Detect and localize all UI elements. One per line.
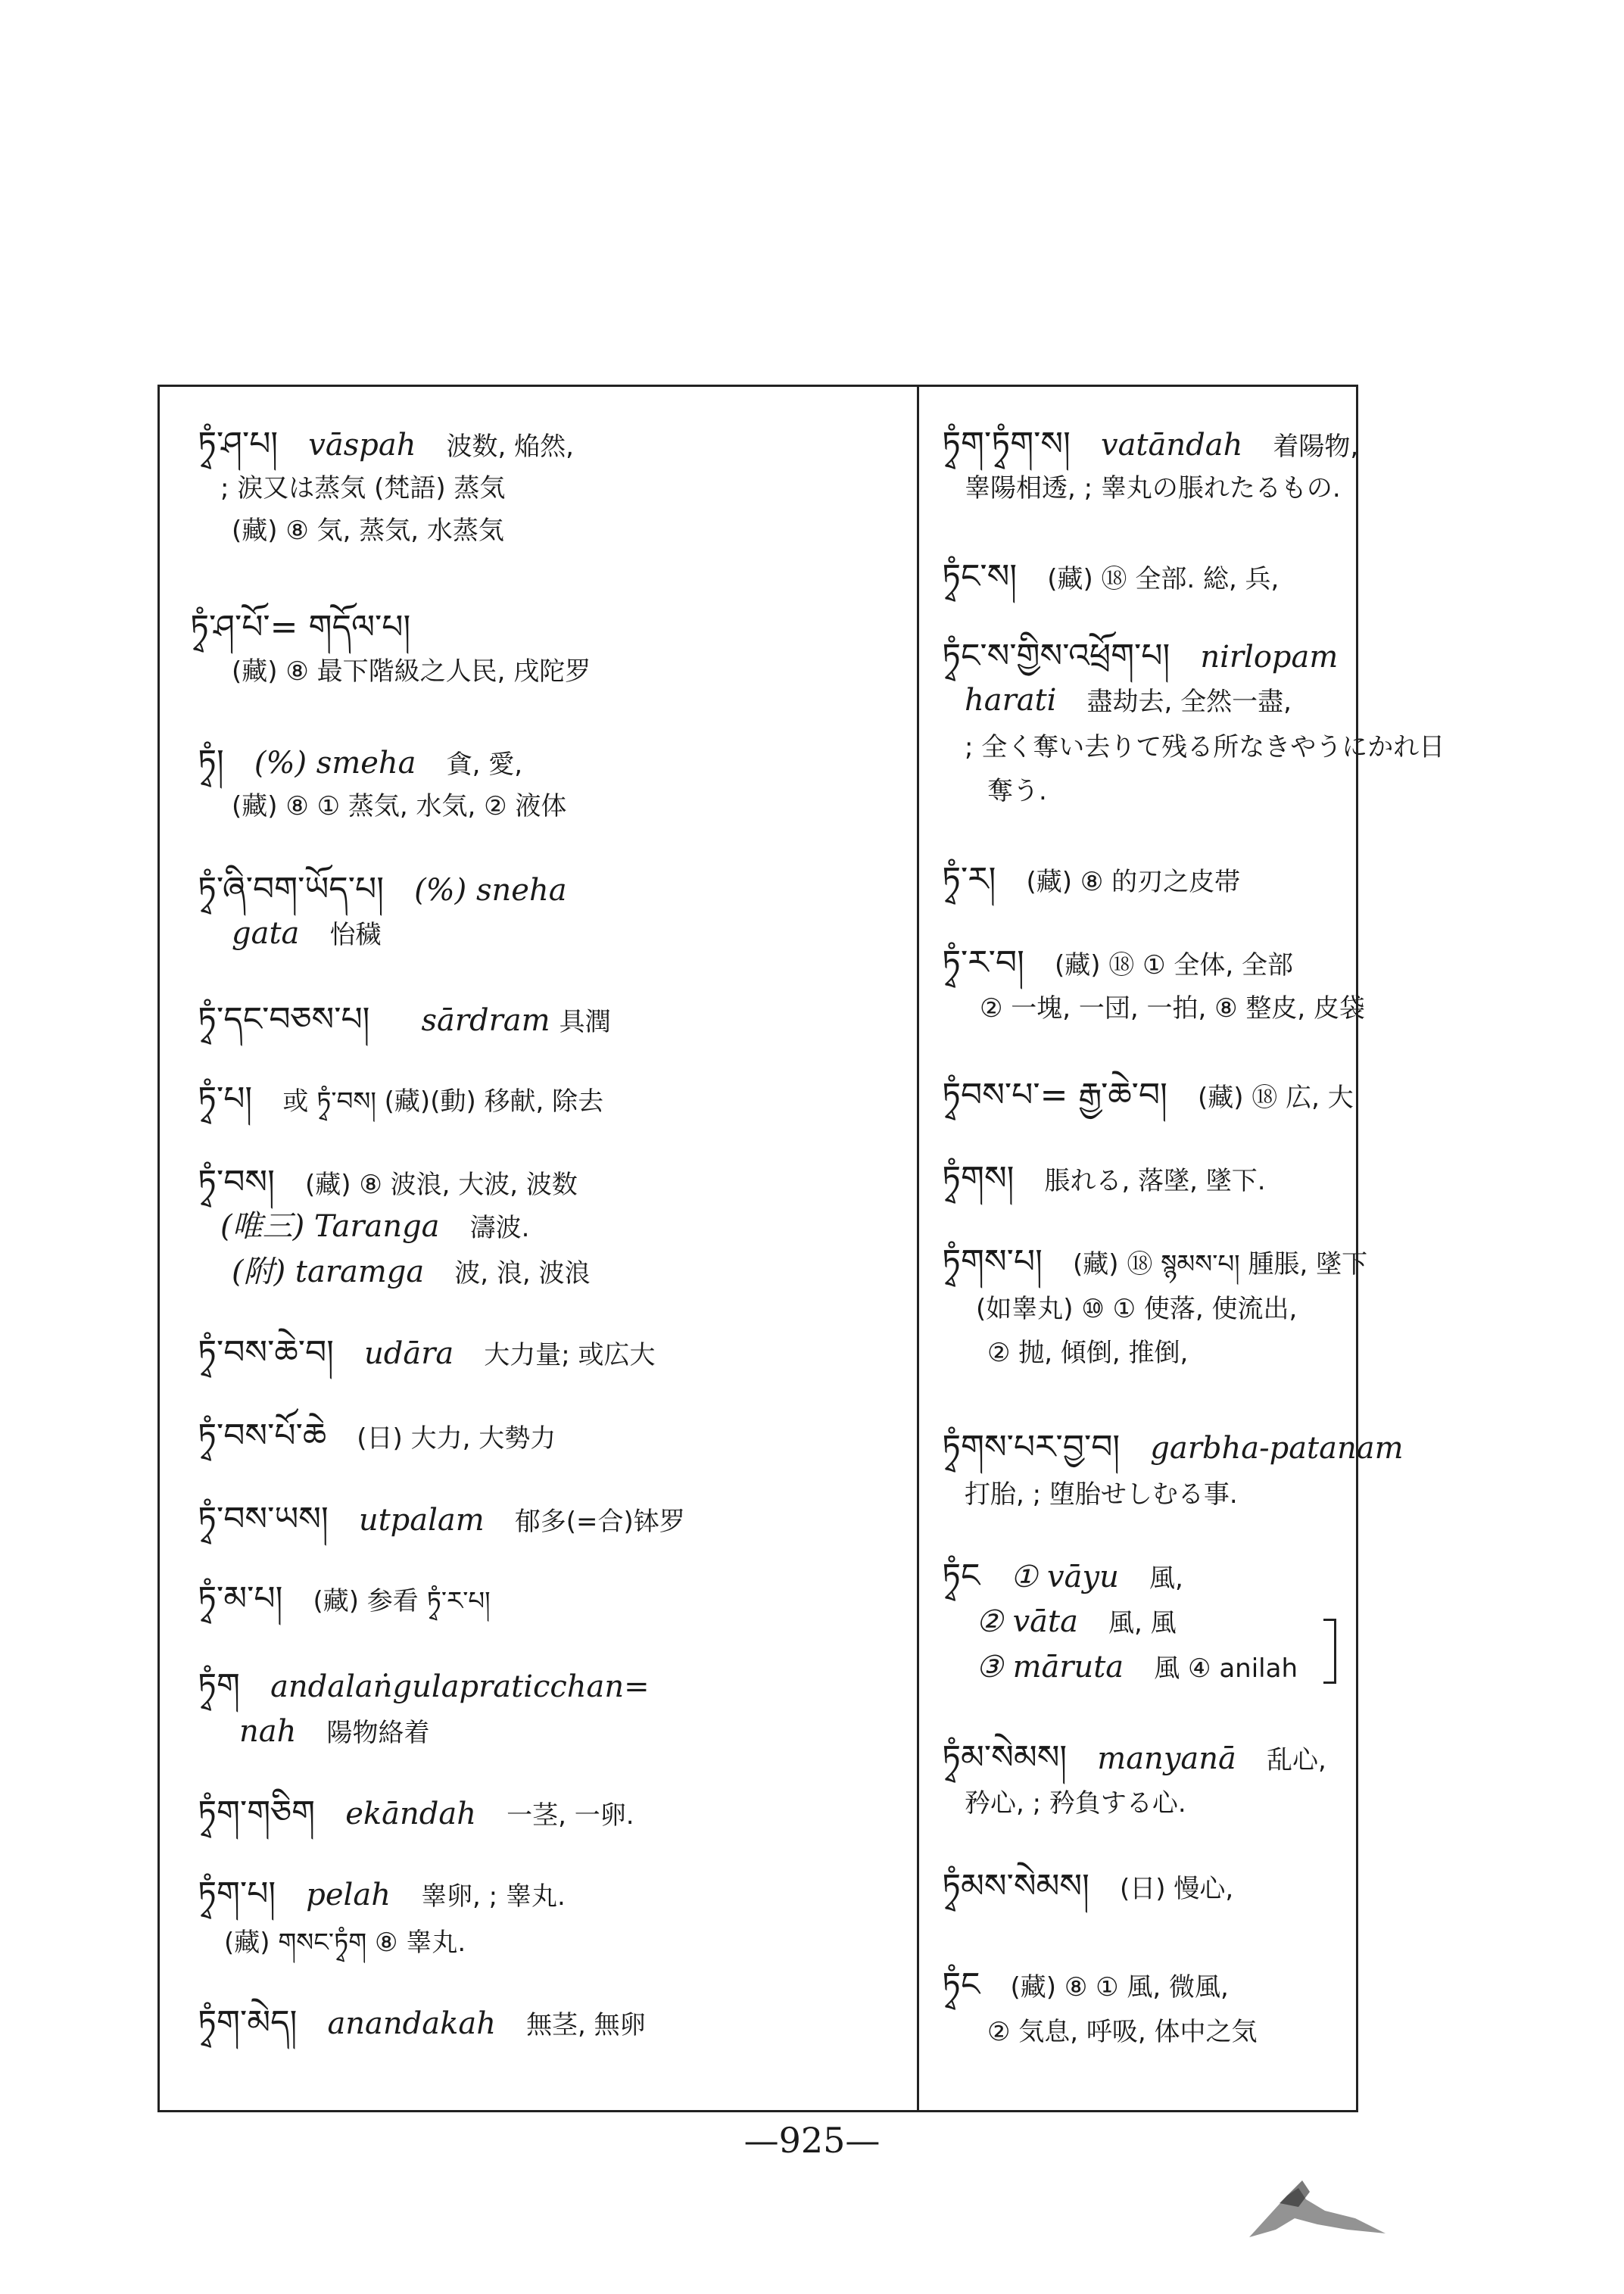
sanskrit-romanization: utpalam — [358, 1503, 485, 1538]
tibetan-headword: ཏྭཾགས། — [942, 1159, 1015, 1198]
entry-line — [198, 2003, 646, 2045]
japanese-gloss: 郁多(=合)钵罗 — [514, 1507, 685, 1537]
japanese-gloss: 無茎, 無卵 — [526, 2010, 646, 2040]
entry-line — [198, 1163, 578, 1205]
japanese-gloss: 奪う. — [987, 776, 1047, 806]
entry-line — [198, 1666, 650, 1706]
entry-line — [965, 467, 1341, 508]
japanese-gloss: 或 ཏྭཾ་བས། (藏)(動) 移献, 除去 — [282, 1086, 604, 1117]
entry-line — [190, 608, 410, 648]
japanese-gloss: (日) 慢心, — [1119, 1874, 1234, 1904]
entry-line — [965, 1473, 1238, 1514]
left-column — [160, 387, 917, 2110]
tibetan-headword: ཏྭཾག་པ། — [198, 1875, 276, 1913]
entry-line — [198, 1579, 491, 1621]
sanskrit-romanization: vāspah — [308, 428, 416, 463]
tibetan-headword: ཏྭཾང་ས། — [942, 557, 1018, 596]
sanskrit-romanization: (附) taramga — [232, 1255, 425, 1289]
japanese-gloss: (藏) ⑱ སྙམས་པ། 腫脹, 墜下 — [1072, 1249, 1368, 1279]
entry-line — [965, 681, 1292, 722]
japanese-gloss: ; 全く奪い去りて残る所なきやうにかれ日 — [965, 732, 1445, 762]
japanese-gloss: 打胎, ; 堕胎せしむる事. — [965, 1479, 1238, 1510]
entry-line — [942, 1076, 1354, 1117]
tibetan-headword: ཏྭཾ་ར་བ། — [942, 943, 1024, 982]
sanskrit-romanization: anandakah — [327, 2006, 496, 2041]
entry-line — [976, 1602, 1177, 1643]
entry-line — [198, 1500, 685, 1541]
entry-line — [198, 1794, 634, 1835]
entry-line — [198, 743, 522, 784]
tibetan-headword: ཏྭཾམ་སེམས། — [942, 1738, 1068, 1777]
entry-line — [224, 1922, 466, 1962]
tibetan-headword: ཏྭཾགས་པ། — [942, 1242, 1043, 1281]
japanese-gloss: 乱心, — [1266, 1745, 1326, 1775]
dictionary-frame — [157, 385, 1445, 2112]
japanese-gloss: ② 抛, 傾倒, 推倒, — [987, 1338, 1189, 1368]
sanskrit-romanization: udāra — [364, 1336, 454, 1371]
japanese-gloss: 波数, 焔然, — [446, 432, 574, 462]
tibetan-headword: ཏྭཾང་ས་གྱིས་འཕྲོག་པ། — [942, 637, 1170, 675]
sanskrit-romanization: nirlopam — [1200, 640, 1339, 675]
japanese-gloss: (藏) ⑧ 気, 蒸気, 水蒸気 — [232, 516, 504, 546]
entry-line — [942, 1557, 1183, 1598]
sanskrit-romanization: andalaṅgulapraticchan= — [270, 1669, 650, 1704]
entry-line — [232, 914, 381, 955]
japanese-gloss: 大力量; 或広大 — [484, 1340, 656, 1370]
japanese-gloss: 脹れる, 落墜, 墜下. — [1044, 1166, 1266, 1196]
entry-line — [232, 650, 591, 691]
tibetan-headword: ཏྭཾང — [942, 1557, 980, 1595]
japanese-gloss: 風 ④ anilah — [1154, 1653, 1298, 1684]
entry-line — [220, 467, 505, 508]
tibetan-headword: ཏྭཾག་གཅིག — [198, 1794, 316, 1832]
entry-line — [198, 1080, 603, 1121]
tibetan-headword: ཏྭཾ་ཤ་པ། — [198, 425, 279, 463]
entry-line — [198, 870, 567, 910]
japanese-gloss: (藏) ⑧ 波浪, 大波, 波数 — [305, 1170, 578, 1200]
sanskrit-romanization: garbha-patanam — [1150, 1431, 1404, 1466]
japanese-gloss: 貪, 愛, — [446, 750, 523, 780]
entry-line — [942, 1159, 1266, 1201]
entry-line — [220, 1207, 529, 1248]
entry-line — [976, 1288, 1297, 1329]
japanese-gloss: (藏) ⑱ 全部. 総, 兵, — [1047, 564, 1280, 594]
japanese-gloss: ; 涙又は蒸気 (梵語) 蒸気 — [220, 473, 506, 503]
sanskrit-romanization: vatāndah — [1100, 428, 1243, 463]
entry-line — [987, 1332, 1188, 1373]
scan-artifact-mark — [1234, 2165, 1401, 2249]
entry-line — [987, 2011, 1258, 2052]
japanese-gloss: 睾卵, ; 睾丸. — [421, 1881, 566, 1912]
vayu-synonym-bracket — [1323, 1619, 1336, 1684]
entry-line — [198, 425, 574, 466]
entry-line — [942, 860, 1240, 902]
japanese-gloss: (藏) གསང་ཏྭཾག ⑧ 睾丸. — [224, 1928, 466, 1958]
tibetan-headword: ཏྭཾ་མ་པ། — [198, 1579, 283, 1618]
page-number: —925— — [743, 2120, 881, 2161]
tibetan-headword: ཏྭཾ་བས་ཆེ་བ། — [198, 1333, 334, 1372]
tibetan-headword: ཏྭཾགས་པར་བྱ་བ། — [942, 1428, 1121, 1466]
entry-line — [965, 726, 1445, 767]
entry-line — [942, 943, 1293, 985]
sanskrit-romanization: ② vāta — [976, 1604, 1078, 1639]
japanese-gloss: ② 一塊, 一団, 一拍, ⑧ 整皮, 皮袋 — [980, 993, 1366, 1024]
entry-line — [942, 637, 1338, 677]
entry-line — [980, 987, 1365, 1028]
japanese-gloss: 風, 風 — [1108, 1608, 1177, 1638]
entry-line — [239, 1712, 429, 1753]
entry-line — [987, 770, 1047, 811]
sanskrit-romanization: manyanā — [1097, 1741, 1236, 1776]
entry-line — [942, 557, 1279, 599]
entry-line — [942, 425, 1358, 466]
tibetan-headword: ཏྭཾབས་པ་= རྒྱ་ཆེ་བ། — [942, 1076, 1167, 1114]
sanskrit-romanization: (唯三) Taranga — [220, 1209, 440, 1244]
entry-line — [232, 785, 566, 826]
tibetan-headword: ཏྭཾ་ཤ་པོ་= གདོལ་པ། — [190, 608, 411, 647]
japanese-gloss: 矜心, ; 矜負する心. — [965, 1788, 1186, 1819]
japanese-gloss: 睾陽相透, ; 睾丸の脹れたるもの. — [965, 473, 1341, 503]
japanese-gloss: (日) 大力, 大勢力 — [357, 1423, 556, 1454]
entry-line — [198, 1000, 611, 1042]
japanese-gloss: 具潤 — [559, 1007, 611, 1037]
sanskrit-romanization: pelah — [306, 1878, 391, 1912]
entry-line — [198, 1417, 556, 1458]
entry-line — [198, 1333, 656, 1375]
japanese-gloss: 濤波. — [469, 1213, 530, 1243]
tibetan-headword: ཏྭཾ་བས་པོ་ཆེ — [198, 1417, 327, 1455]
entry-line — [965, 1782, 1186, 1823]
entry-line — [942, 1867, 1233, 1909]
entry-line — [976, 1647, 1298, 1688]
japanese-gloss: (藏) ⑱ 広, 大 — [1197, 1083, 1354, 1113]
japanese-gloss: (藏) ⑱ ① 全体, 全部 — [1054, 950, 1294, 980]
japanese-gloss: (如睾丸) ⑩ ① 使落, 使流出, — [976, 1294, 1298, 1324]
right-column — [919, 387, 1445, 2110]
japanese-gloss: 波, 浪, 波浪 — [454, 1258, 591, 1289]
tibetan-headword: ཏྭཾང — [942, 1965, 980, 2004]
sanskrit-romanization: sārdram — [421, 1003, 550, 1038]
entry-line — [232, 510, 504, 550]
tibetan-headword: ཏྭཾ། — [198, 743, 224, 781]
entry-line — [942, 1738, 1326, 1780]
tibetan-headword: ཏྭཾམས་སེམས། — [942, 1867, 1089, 1906]
japanese-gloss: (藏) ⑧ ① 風, 微風, — [1010, 1972, 1229, 2003]
japanese-gloss: (藏) 参看 ཏྭཾ་ར་པ། — [313, 1586, 491, 1616]
japanese-gloss: 風, — [1149, 1563, 1183, 1594]
tibetan-headword: ཏྭཾ་ར། — [942, 860, 996, 899]
tibetan-headword: ཏྭཾག་ཏྭཾག་ས། — [942, 425, 1071, 463]
entry-line — [198, 1875, 566, 1916]
sanskrit-romanization: (%) smeha — [254, 746, 416, 781]
entry-line — [942, 1242, 1367, 1284]
tibetan-headword: ཏྭཾག — [198, 1666, 240, 1705]
tibetan-headword: ཏྭཾག་མེད། — [198, 2003, 298, 2042]
japanese-gloss: ② 気息, 呼吸, 体中之気 — [987, 2017, 1258, 2047]
japanese-gloss: (藏) ⑧ ① 蒸気, 水気, ② 液体 — [232, 791, 567, 821]
japanese-gloss: 怡穢 — [329, 920, 382, 950]
sanskrit-romanization: harati — [965, 683, 1057, 718]
entry-line — [942, 1428, 1404, 1468]
japanese-gloss: 着陽物, — [1273, 432, 1359, 462]
tibetan-headword: ཏྭཾ་པ། — [198, 1080, 253, 1118]
sanskrit-romanization: (%) sneha — [414, 873, 567, 908]
japanese-gloss: (藏) ⑧ 的刃之皮帯 — [1026, 867, 1241, 897]
japanese-gloss: 陽物絡着 — [326, 1718, 430, 1748]
entry-line — [232, 1252, 591, 1293]
sanskrit-romanization: ① vāyu — [1010, 1560, 1119, 1594]
sanskrit-romanization: gata — [232, 916, 300, 951]
tibetan-headword: ཏྭཾ་བས། — [198, 1163, 275, 1202]
japanese-gloss: (藏) ⑧ 最下階級之人民, 戌陀罗 — [232, 656, 591, 687]
tibetan-headword: ཏྭཾ་དང་བཅས་པ། — [198, 1000, 370, 1039]
sanskrit-romanization: ③ māruta — [976, 1650, 1124, 1685]
japanese-gloss: 一茎, 一卵. — [507, 1800, 634, 1831]
tibetan-headword: ཏྭཾ་བས་ཡས། — [198, 1500, 329, 1538]
entry-line — [942, 1965, 1229, 2007]
japanese-gloss: 盡劫去, 全然一盡, — [1086, 687, 1292, 717]
sanskrit-romanization: ekāndah — [345, 1797, 476, 1831]
tibetan-headword: ཏྭཾ་ཞི་བག་ཡོད་པ། — [198, 870, 384, 909]
sanskrit-romanization: nah — [239, 1714, 297, 1749]
